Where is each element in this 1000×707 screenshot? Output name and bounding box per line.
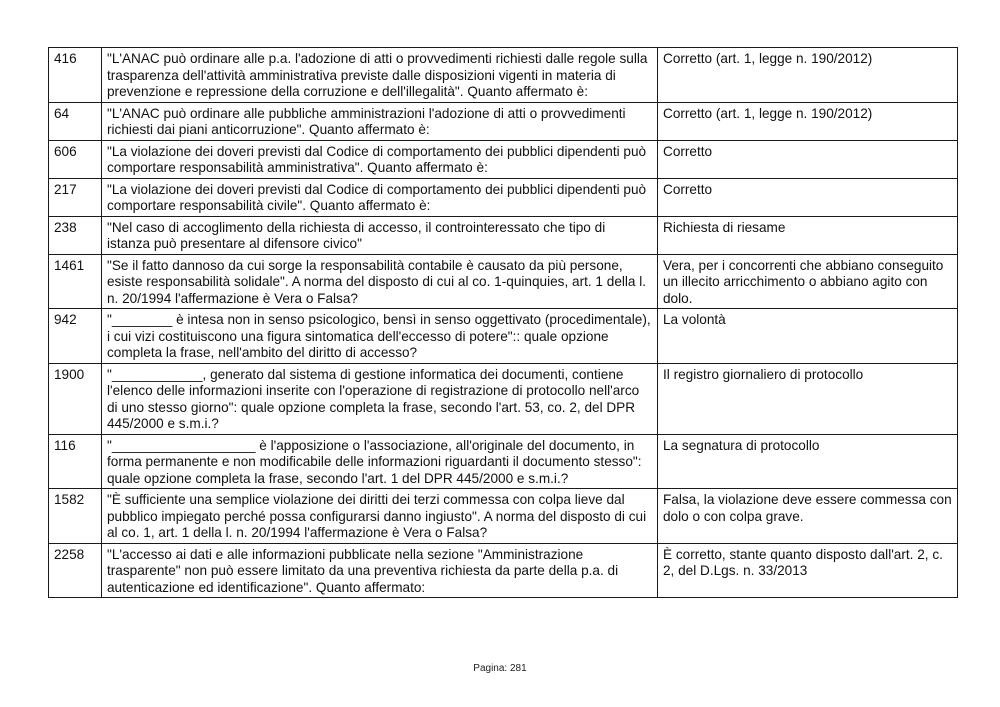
table-row — [49, 434, 958, 489]
question-text: "L'accesso ai dati e alle informazioni pubblicate nella sezione "Amministrazione trasparente" non può essere limitato da una preventiva richiesta da parte della p.a. di autenticazione ed identificazione". Quanto affermato: — [102, 543, 658, 598]
table-row — [49, 178, 958, 216]
table-row — [49, 254, 958, 309]
answer-text: Corretto — [658, 140, 958, 178]
question-id: 238 — [49, 216, 102, 254]
question-text: "________ è intesa non in senso psicologico, bensì in senso oggettivato (procedimentale), i cui vizi costituiscono una figura sintomatica dell'eccesso di potere":: quale opzione completa la frase, nell'ambito del diritto di accesso? — [102, 309, 658, 364]
question-id: 942 — [49, 309, 102, 364]
question-text: "La violazione dei doveri previsti dal Codice di comportamento dei pubblici dipendenti può comportare responsabilità civile". Quanto affermato è: — [102, 178, 658, 216]
answer-text: Corretto (art. 1, legge n. 190/2012) — [658, 48, 958, 103]
question-id: 64 — [49, 102, 102, 140]
table-row — [49, 216, 958, 254]
answer-text: Vera, per i concorrenti che abbiano conseguito un illecito arricchimento o abbiano agito con dolo. — [658, 254, 958, 309]
page-number: Pagina: 281 — [473, 663, 527, 674]
answer-text: Corretto — [658, 178, 958, 216]
table-row — [49, 489, 958, 544]
answer-text: La volontà — [658, 309, 958, 364]
answer-text: Corretto (art. 1, legge n. 190/2012) — [658, 102, 958, 140]
question-text: "L'ANAC può ordinare alle pubbliche amministrazioni l'adozione di atti o provvedimenti richiesti dai piani anticorruzione". Quanto affermato è: — [102, 102, 658, 140]
answer-text: Richiesta di riesame — [658, 216, 958, 254]
question-id: 1461 — [49, 254, 102, 309]
question-table — [48, 47, 958, 598]
table-row — [49, 48, 958, 103]
question-id: 416 — [49, 48, 102, 103]
question-id: 2258 — [49, 543, 102, 598]
table-row — [49, 363, 958, 434]
question-text: "Nel caso di accoglimento della richiesta di accesso, il controinteressato che tipo di istanza può presentare al difensore civico" — [102, 216, 658, 254]
question-text: "Se il fatto dannoso da cui sorge la responsabilità contabile è causato da più persone, esiste responsabilità solidale". A norma del disposto di cui al co. 1-quinquies, art. 1 della l. n. 20/1994 l'affermazione è Vera o Falsa? — [102, 254, 658, 309]
question-id: 1900 — [49, 363, 102, 434]
question-text: "La violazione dei doveri previsti dal Codice di comportamento dei pubblici dipendenti può comportare responsabilità amministrativa". Quanto affermato è: — [102, 140, 658, 178]
question-id: 1582 — [49, 489, 102, 544]
question-id: 116 — [49, 434, 102, 489]
answer-text: Il registro giornaliero di protocollo — [658, 363, 958, 434]
question-text: "È sufficiente una semplice violazione dei diritti dei terzi commessa con colpa lieve dal pubblico impiegato perché possa configurarsi danno ingiusto". A norma del disposto di cui al co. 1, art. 1 della l. n. 20/1994 l'affermazione è Vera o Falsa? — [102, 489, 658, 544]
table-row — [49, 309, 958, 364]
table-row — [49, 140, 958, 178]
question-text: "L'ANAC può ordinare alle p.a. l'adozione di atti o provvedimenti richiesti dalle regole sulla trasparenza dell'attività amministrativa previste dalle disposizioni vigenti in materia di prevenzione e repressione della corruzione e dell'illegalità". Quanto affermato è: — [102, 48, 658, 103]
table-row — [49, 543, 958, 598]
question-sheet — [48, 47, 957, 598]
answer-text: Falsa, la violazione deve essere commessa con dolo o con colpa grave. — [658, 489, 958, 544]
question-text: "___________________ è l'apposizione o l'associazione, all'originale del documento, in forma permanente e non modificabile delle informazioni riguardanti il documento stesso": quale opzione completa la frase, secondo l'art. 1 del DPR 445/2000 e s.m.i.? — [102, 434, 658, 489]
question-text: "____________, generato dal sistema di gestione informatica dei documenti, contiene l'elenco delle informazioni inserite con l'operazione di registrazione di protocollo nell'arco di uno stesso giorno": quale opzione completa la frase, secondo l'art. 53, co. 2, del DPR 445/2000 e s.m.i.? — [102, 363, 658, 434]
table-row — [49, 102, 958, 140]
question-id: 606 — [49, 140, 102, 178]
answer-text: La segnatura di protocollo — [658, 434, 958, 489]
answer-text: È corretto, stante quanto disposto dall'art. 2, c. 2, del D.Lgs. n. 33/2013 — [658, 543, 958, 598]
question-id: 217 — [49, 178, 102, 216]
